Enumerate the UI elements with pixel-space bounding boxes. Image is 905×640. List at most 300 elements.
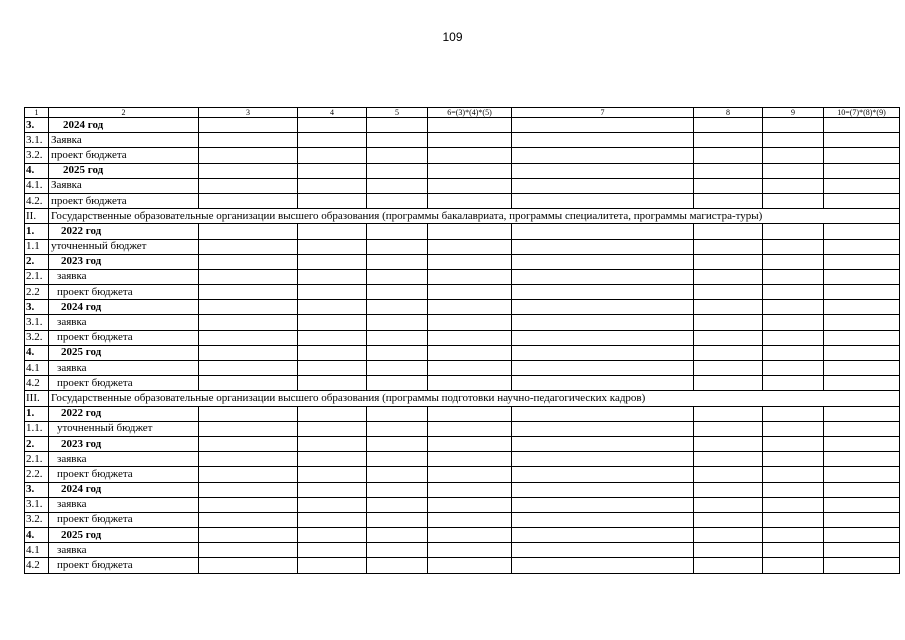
row-number: 4.2. [25, 193, 49, 208]
empty-cell [763, 163, 824, 178]
row-label-cell [49, 163, 199, 178]
row-label-cell [49, 421, 199, 436]
empty-cell [763, 315, 824, 330]
empty-cell [367, 436, 428, 451]
empty-cell [694, 467, 763, 482]
row-label-cell [49, 148, 199, 163]
empty-cell [199, 285, 298, 300]
empty-cell [763, 224, 824, 239]
empty-cell [824, 224, 900, 239]
empty-cell [694, 224, 763, 239]
table-row [25, 148, 900, 163]
empty-cell [694, 269, 763, 284]
empty-cell [763, 497, 824, 512]
empty-cell [298, 376, 367, 391]
empty-cell [428, 285, 512, 300]
empty-cell [199, 436, 298, 451]
empty-cell [824, 558, 900, 573]
empty-cell [428, 436, 512, 451]
empty-cell [512, 239, 694, 254]
row-label-cell [49, 361, 199, 376]
empty-cell [512, 436, 694, 451]
column-header: 8 [694, 108, 763, 118]
empty-cell [298, 467, 367, 482]
empty-cell [694, 315, 763, 330]
row-label-cell [49, 300, 199, 315]
empty-cell [824, 315, 900, 330]
empty-cell [367, 285, 428, 300]
row-label: проект бюджета [57, 285, 133, 298]
empty-cell [763, 345, 824, 360]
empty-cell [428, 345, 512, 360]
empty-cell [512, 330, 694, 345]
empty-cell [298, 133, 367, 148]
empty-cell [763, 254, 824, 269]
table-row [25, 543, 900, 558]
empty-cell [298, 254, 367, 269]
empty-cell [763, 178, 824, 193]
table-row [25, 330, 900, 345]
row-number: 4.2 [25, 376, 49, 391]
row-label-cell [49, 497, 199, 512]
empty-cell [367, 376, 428, 391]
empty-cell [763, 482, 824, 497]
empty-cell [367, 178, 428, 193]
empty-cell [298, 361, 367, 376]
empty-cell [199, 300, 298, 315]
empty-cell [763, 421, 824, 436]
empty-cell [694, 406, 763, 421]
row-number: 2.2 [25, 285, 49, 300]
empty-cell [824, 118, 900, 133]
empty-cell [763, 361, 824, 376]
empty-cell [367, 300, 428, 315]
empty-cell [694, 528, 763, 543]
section-number: III. [25, 391, 49, 406]
empty-cell [824, 163, 900, 178]
empty-cell [367, 558, 428, 573]
empty-cell [199, 178, 298, 193]
row-label-cell [49, 558, 199, 573]
empty-cell [298, 543, 367, 558]
empty-cell [298, 315, 367, 330]
empty-cell [512, 497, 694, 512]
empty-cell [824, 436, 900, 451]
column-header: 10=(7)*(8)*(9) [824, 108, 900, 118]
empty-cell [694, 163, 763, 178]
empty-cell [428, 467, 512, 482]
empty-cell [763, 528, 824, 543]
empty-cell [367, 361, 428, 376]
row-label: уточненный бюджет [51, 240, 147, 253]
empty-cell [298, 421, 367, 436]
table-row [25, 269, 900, 284]
empty-cell [763, 512, 824, 527]
row-label: проект бюджета [57, 467, 133, 480]
empty-cell [199, 497, 298, 512]
empty-cell [694, 178, 763, 193]
empty-cell [512, 467, 694, 482]
empty-cell [367, 512, 428, 527]
empty-cell [367, 163, 428, 178]
empty-cell [298, 406, 367, 421]
section-title: Государственные образовательные организации высшего образования (программы бакалавриата, программы специалитета, программы магистра-туры) [49, 209, 900, 224]
empty-cell [199, 361, 298, 376]
row-label-cell [49, 254, 199, 269]
empty-cell [298, 224, 367, 239]
empty-cell [199, 376, 298, 391]
column-header: 1 [25, 108, 49, 118]
empty-cell [199, 528, 298, 543]
empty-cell [428, 254, 512, 269]
empty-cell [428, 512, 512, 527]
row-number: 3.2. [25, 512, 49, 527]
table-row [25, 315, 900, 330]
column-header: 2 [49, 108, 199, 118]
empty-cell [694, 239, 763, 254]
section-title: Государственные образовательные организации высшего образования (программы подготовки научно-педагогических кадров) [49, 391, 900, 406]
row-number: 1.1. [25, 421, 49, 436]
empty-cell [428, 497, 512, 512]
empty-cell [694, 452, 763, 467]
empty-cell [763, 543, 824, 558]
empty-cell [824, 512, 900, 527]
row-number: 4.1. [25, 178, 49, 193]
table-row [25, 118, 900, 133]
empty-cell [512, 193, 694, 208]
empty-cell [298, 193, 367, 208]
table-row [25, 193, 900, 208]
table-row [25, 239, 900, 254]
row-number: 1. [25, 406, 49, 421]
row-number: 4.1 [25, 543, 49, 558]
empty-cell [824, 345, 900, 360]
empty-cell [298, 330, 367, 345]
empty-cell [824, 528, 900, 543]
empty-cell [824, 300, 900, 315]
empty-cell [367, 497, 428, 512]
row-number: 3.2. [25, 148, 49, 163]
empty-cell [428, 452, 512, 467]
row-number: 4. [25, 345, 49, 360]
row-label-cell [49, 467, 199, 482]
empty-cell [428, 118, 512, 133]
row-number: 4. [25, 528, 49, 543]
table-row [25, 528, 900, 543]
empty-cell [694, 512, 763, 527]
empty-cell [199, 118, 298, 133]
empty-cell [763, 285, 824, 300]
empty-cell [199, 345, 298, 360]
empty-cell [428, 178, 512, 193]
empty-cell [694, 285, 763, 300]
empty-cell [367, 148, 428, 163]
row-label: Заявка [51, 133, 82, 146]
empty-cell [763, 193, 824, 208]
table-row [25, 345, 900, 360]
empty-cell [298, 512, 367, 527]
empty-cell [763, 300, 824, 315]
row-label-cell [49, 543, 199, 558]
empty-cell [824, 178, 900, 193]
row-label-cell [49, 406, 199, 421]
empty-cell [512, 315, 694, 330]
empty-cell [428, 300, 512, 315]
empty-cell [763, 133, 824, 148]
page-number: 109 [442, 30, 463, 44]
empty-cell [512, 452, 694, 467]
table-row [25, 133, 900, 148]
empty-cell [763, 558, 824, 573]
empty-cell [763, 269, 824, 284]
section-row [25, 391, 900, 406]
table-row [25, 497, 900, 512]
row-number: 3. [25, 300, 49, 315]
row-label: проект бюджета [51, 148, 127, 161]
empty-cell [824, 452, 900, 467]
column-header: 7 [512, 108, 694, 118]
empty-cell [694, 497, 763, 512]
empty-cell [428, 361, 512, 376]
empty-cell [694, 118, 763, 133]
empty-cell [824, 482, 900, 497]
row-label-cell [49, 285, 199, 300]
empty-cell [298, 558, 367, 573]
empty-cell [694, 193, 763, 208]
row-label-cell [49, 133, 199, 148]
row-label: 2022 год [61, 224, 102, 237]
empty-cell [428, 133, 512, 148]
empty-cell [824, 269, 900, 284]
empty-cell [694, 361, 763, 376]
row-label-cell [49, 482, 199, 497]
row-number: 1.1 [25, 239, 49, 254]
table-row [25, 376, 900, 391]
table-row [25, 482, 900, 497]
empty-cell [298, 148, 367, 163]
empty-cell [694, 133, 763, 148]
row-label-cell [49, 330, 199, 345]
empty-cell [512, 376, 694, 391]
column-header: 9 [763, 108, 824, 118]
section-number: II. [25, 209, 49, 224]
row-number: 3. [25, 118, 49, 133]
table-row [25, 178, 900, 193]
empty-cell [367, 224, 428, 239]
empty-cell [298, 269, 367, 284]
empty-cell [824, 543, 900, 558]
empty-cell [428, 543, 512, 558]
empty-cell [763, 376, 824, 391]
empty-cell [824, 330, 900, 345]
row-number: 2.2. [25, 467, 49, 482]
empty-cell [824, 193, 900, 208]
row-label: 2025 год [61, 346, 102, 359]
empty-cell [512, 543, 694, 558]
row-label: Заявка [51, 179, 82, 192]
row-label: проект бюджета [57, 376, 133, 389]
row-label: заявка [57, 316, 87, 329]
empty-cell [763, 148, 824, 163]
empty-cell [694, 300, 763, 315]
row-number: 2.1. [25, 452, 49, 467]
empty-cell [512, 345, 694, 360]
empty-cell [512, 224, 694, 239]
row-label: 2023 год [61, 255, 102, 268]
empty-cell [367, 345, 428, 360]
empty-cell [199, 269, 298, 284]
row-label: проект бюджета [51, 194, 127, 207]
empty-cell [367, 421, 428, 436]
table-row [25, 254, 900, 269]
empty-cell [512, 163, 694, 178]
column-number-row [25, 108, 900, 118]
table-row [25, 558, 900, 573]
row-label: 2024 год [63, 118, 104, 131]
table-row [25, 224, 900, 239]
empty-cell [512, 482, 694, 497]
row-label: проект бюджета [57, 513, 133, 526]
empty-cell [824, 148, 900, 163]
empty-cell [367, 193, 428, 208]
section-row [25, 209, 900, 224]
row-number: 3.1. [25, 315, 49, 330]
empty-cell [694, 558, 763, 573]
empty-cell [763, 452, 824, 467]
row-label-cell [49, 436, 199, 451]
empty-cell [428, 224, 512, 239]
row-label: 2024 год [61, 483, 102, 496]
empty-cell [199, 133, 298, 148]
empty-cell [824, 239, 900, 254]
row-number: 1. [25, 224, 49, 239]
empty-cell [428, 558, 512, 573]
row-label: заявка [57, 270, 87, 283]
empty-cell [512, 300, 694, 315]
empty-cell [824, 361, 900, 376]
empty-cell [512, 528, 694, 543]
row-label-cell [49, 118, 199, 133]
empty-cell [512, 421, 694, 436]
row-label-cell [49, 315, 199, 330]
empty-cell [512, 148, 694, 163]
empty-cell [512, 361, 694, 376]
empty-cell [367, 528, 428, 543]
empty-cell [512, 118, 694, 133]
empty-cell [763, 467, 824, 482]
column-header: 3 [199, 108, 298, 118]
empty-cell [298, 178, 367, 193]
empty-cell [824, 421, 900, 436]
empty-cell [428, 376, 512, 391]
empty-cell [367, 133, 428, 148]
empty-cell [428, 269, 512, 284]
empty-cell [512, 558, 694, 573]
empty-cell [428, 163, 512, 178]
row-number: 3.1. [25, 133, 49, 148]
empty-cell [512, 178, 694, 193]
empty-cell [367, 269, 428, 284]
empty-cell [763, 406, 824, 421]
row-label: 2025 год [61, 528, 102, 541]
row-label-cell [49, 376, 199, 391]
empty-cell [367, 254, 428, 269]
empty-cell [512, 512, 694, 527]
empty-cell [199, 467, 298, 482]
empty-cell [199, 512, 298, 527]
table-body [25, 118, 900, 574]
empty-cell [367, 482, 428, 497]
empty-cell [199, 193, 298, 208]
row-label: проект бюджета [57, 331, 133, 344]
empty-cell [367, 406, 428, 421]
empty-cell [428, 193, 512, 208]
empty-cell [199, 558, 298, 573]
empty-cell [763, 118, 824, 133]
row-label-cell [49, 452, 199, 467]
empty-cell [694, 148, 763, 163]
empty-cell [763, 239, 824, 254]
empty-cell [199, 163, 298, 178]
table-row [25, 467, 900, 482]
empty-cell [824, 133, 900, 148]
empty-cell [694, 254, 763, 269]
empty-cell [199, 421, 298, 436]
empty-cell [694, 436, 763, 451]
empty-cell [367, 315, 428, 330]
table-row [25, 436, 900, 451]
empty-cell [199, 315, 298, 330]
empty-cell [428, 148, 512, 163]
empty-cell [428, 239, 512, 254]
row-label: заявка [57, 361, 87, 374]
empty-cell [824, 406, 900, 421]
empty-cell [824, 285, 900, 300]
empty-cell [199, 148, 298, 163]
row-number: 3.1. [25, 497, 49, 512]
row-label: 2023 год [61, 437, 102, 450]
row-number: 3. [25, 482, 49, 497]
empty-cell [199, 406, 298, 421]
empty-cell [199, 452, 298, 467]
row-number: 3.2. [25, 330, 49, 345]
empty-cell [367, 452, 428, 467]
table-row [25, 406, 900, 421]
row-number: 2.1. [25, 269, 49, 284]
empty-cell [694, 543, 763, 558]
row-label: 2022 год [61, 407, 102, 420]
table-row [25, 421, 900, 436]
empty-cell [428, 406, 512, 421]
empty-cell [428, 315, 512, 330]
empty-cell [512, 285, 694, 300]
column-header: 4 [298, 108, 367, 118]
empty-cell [367, 239, 428, 254]
empty-cell [199, 239, 298, 254]
empty-cell [298, 300, 367, 315]
table-row [25, 285, 900, 300]
row-label-cell [49, 224, 199, 239]
row-label: 2024 год [61, 300, 102, 313]
empty-cell [298, 436, 367, 451]
empty-cell [367, 467, 428, 482]
row-number: 4.1 [25, 361, 49, 376]
row-label-cell [49, 239, 199, 254]
empty-cell [824, 376, 900, 391]
row-number: 2. [25, 436, 49, 451]
row-label-cell [49, 269, 199, 284]
empty-cell [367, 118, 428, 133]
